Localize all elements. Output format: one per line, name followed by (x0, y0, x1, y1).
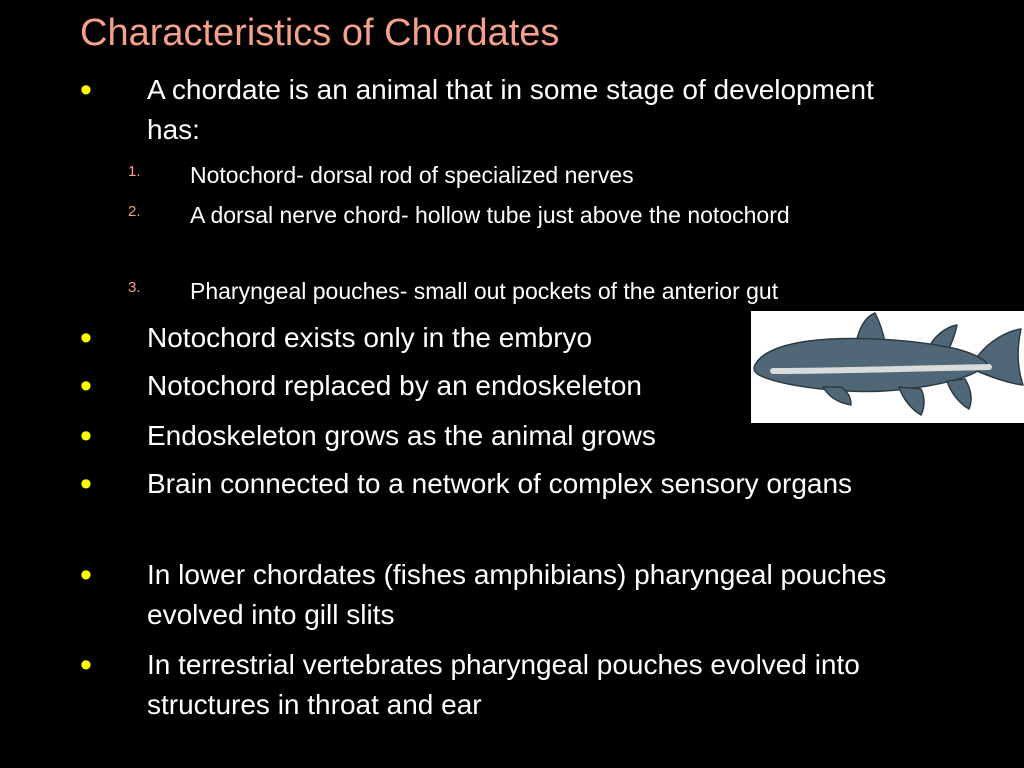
item-number: 2. (128, 203, 141, 220)
item-number: 1. (128, 163, 141, 180)
bullet-marker: • (80, 465, 92, 503)
bullet-text: In terrestrial vertebrates pharyngeal pouches evolved into structures in throat and ear (147, 649, 860, 720)
bullet-5 (80, 555, 920, 635)
chordate-fish-illustration (751, 311, 1024, 423)
bullet-intro-text: A chordate is an animal that in some stage of development has: (147, 74, 874, 145)
bullet-text: Notochord replaced by an endoskeleton (147, 370, 643, 401)
slide-title: Characteristics of Chordates (80, 12, 560, 54)
bullet-marker: • (80, 71, 92, 109)
bullet-4 (80, 464, 920, 504)
bullet-6 (80, 645, 920, 725)
bullet-marker: • (80, 367, 92, 405)
bullet-marker: • (80, 646, 92, 684)
bullet-text: Brain connected to a network of complex sensory organs (147, 468, 853, 499)
item-text: Pharyngeal pouches- small out pockets of the anterior gut (190, 278, 779, 304)
bullet-intro (80, 70, 920, 150)
bullet-marker: • (80, 417, 92, 455)
item-text: A dorsal nerve chord- hollow tube just above the notochord (190, 202, 790, 228)
bullet-marker: • (80, 556, 92, 594)
bullet-marker: • (80, 319, 92, 357)
item-text: Notochord- dorsal rod of specialized nerves (190, 162, 634, 188)
numbered-item-3 (128, 274, 928, 308)
item-number: 3. (128, 279, 141, 296)
bullet-text: In lower chordates (fishes amphibians) pharyngeal pouches evolved into gill slits (147, 559, 887, 630)
numbered-item-2 (128, 198, 928, 232)
numbered-item-1 (128, 158, 928, 192)
bullet-text: Notochord exists only in the embryo (147, 322, 593, 353)
fish-icon (751, 311, 1024, 423)
bullet-text: Endoskeleton grows as the animal grows (147, 420, 656, 451)
